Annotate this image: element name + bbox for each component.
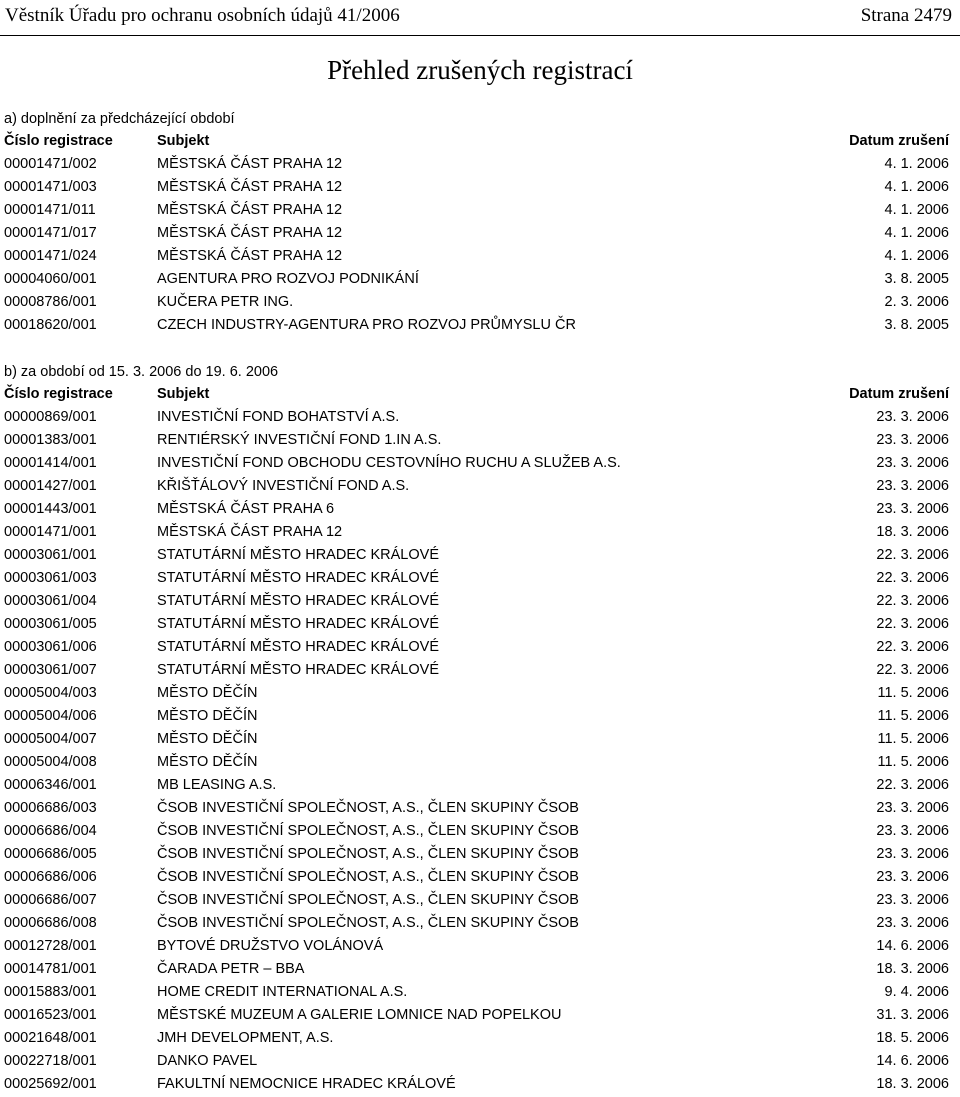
registration-number: 00016523/001 [4,1007,97,1023]
cancellation-date: 11. 5. 2006 [877,685,949,701]
page-number: Strana 2479 [860,5,952,26]
registration-number: 00021648/001 [4,1030,97,1046]
subject-name: STATUTÁRNÍ MĚSTO HRADEC KRÁLOVÉ [157,547,439,563]
subject-name: MĚSTSKÁ ČÁST PRAHA 12 [157,202,343,218]
subject-name: MĚSTSKÉ MUZEUM A GALERIE LOMNICE NAD POPELKOU [157,1007,562,1023]
cancellation-date: 23. 3. 2006 [876,455,949,471]
table-row [0,521,960,544]
cancellation-date: 22. 3. 2006 [876,570,949,586]
cancellation-date: 23. 3. 2006 [876,892,949,908]
subject-name: STATUTÁRNÍ MĚSTO HRADEC KRÁLOVÉ [157,662,439,678]
subject-name: MĚSTSKÁ ČÁST PRAHA 12 [157,156,343,172]
cancellation-date: 22. 3. 2006 [876,639,949,655]
cancellation-date: 11. 5. 2006 [877,754,949,770]
registration-number: 00001471/003 [4,179,97,195]
cancellation-date: 4. 1. 2006 [884,248,949,264]
registration-number: 00001443/001 [4,501,97,517]
subject-name: ČSOB INVESTIČNÍ SPOLEČNOST, A.S., ČLEN SKUPINY ČSOB [157,892,579,908]
section-heading: b) za období od 15. 3. 2006 do 19. 6. 2006 [4,364,279,380]
cancellation-date: 23. 3. 2006 [876,823,949,839]
subject-name: DANKO PAVEL [157,1053,258,1069]
registration-number: 00006686/008 [4,915,97,931]
subject-name: STATUTÁRNÍ MĚSTO HRADEC KRÁLOVÉ [157,616,439,632]
registration-number: 00006346/001 [4,777,97,793]
table-row [0,889,960,912]
table-row [0,429,960,452]
registration-number: 00022718/001 [4,1053,97,1069]
column-header-number: Číslo registrace [4,386,113,402]
cancellation-date: 11. 5. 2006 [877,731,949,747]
cancellation-date: 18. 3. 2006 [876,524,949,540]
subject-name: MĚSTSKÁ ČÁST PRAHA 12 [157,524,343,540]
table-row [0,751,960,774]
cancellation-date: 4. 1. 2006 [884,156,949,172]
subject-name: KUČERA PETR ING. [157,294,294,310]
registration-number: 00005004/008 [4,754,97,770]
cancellation-date: 22. 3. 2006 [876,616,949,632]
table-row [0,590,960,613]
table-row [0,176,960,199]
subject-name: BYTOVÉ DRUŽSTVO VOLÁNOVÁ [157,938,384,954]
table-row [0,912,960,935]
subject-name: MĚSTSKÁ ČÁST PRAHA 6 [157,501,335,517]
page-title: Přehled zrušených registrací [327,55,633,85]
table-row [0,797,960,820]
cancellation-date: 22. 3. 2006 [876,547,949,563]
subject-name: MB LEASING A.S. [157,777,277,793]
registration-number: 00015883/001 [4,984,97,1000]
table-row [0,268,960,291]
table-row [0,1073,960,1096]
cancellation-date: 4. 1. 2006 [884,202,949,218]
cancellation-date: 22. 3. 2006 [876,662,949,678]
registration-number: 00001471/024 [4,248,97,264]
registration-number: 00001383/001 [4,432,97,448]
subject-name: MĚSTO DĚČÍN [157,685,258,701]
registration-number: 00003061/001 [4,547,97,563]
cancellation-date: 14. 6. 2006 [876,938,949,954]
cancellation-date: 22. 3. 2006 [876,593,949,609]
subject-name: MĚSTSKÁ ČÁST PRAHA 12 [157,248,343,264]
table-body [0,406,960,1096]
table-row [0,1050,960,1073]
registration-number: 00003061/006 [4,639,97,655]
registration-number: 00006686/006 [4,869,97,885]
cancellation-date: 18. 5. 2006 [876,1030,949,1046]
subject-name: STATUTÁRNÍ MĚSTO HRADEC KRÁLOVÉ [157,593,439,609]
subject-name: MĚSTSKÁ ČÁST PRAHA 12 [157,179,343,195]
subject-name: STATUTÁRNÍ MĚSTO HRADEC KRÁLOVÉ [157,639,439,655]
registration-number: 00001471/017 [4,225,97,241]
registration-number: 00012728/001 [4,938,97,954]
registration-number: 00003061/005 [4,616,97,632]
cancellation-date: 31. 3. 2006 [876,1007,949,1023]
table-row [0,613,960,636]
cancellation-date: 3. 8. 2005 [884,317,949,333]
table-row [0,728,960,751]
table-row [0,153,960,176]
registration-number: 00005004/003 [4,685,97,701]
registration-number: 00003061/003 [4,570,97,586]
subject-name: INVESTIČNÍ FOND BOHATSTVÍ A.S. [157,409,400,425]
subject-name: INVESTIČNÍ FOND OBCHODU CESTOVNÍHO RUCHU A SLUŽEB A.S. [157,455,621,471]
registration-number: 00005004/006 [4,708,97,724]
registration-number: 00000869/001 [4,409,97,425]
table-row [0,636,960,659]
registration-number: 00001414/001 [4,455,97,471]
cancellation-date: 23. 3. 2006 [876,409,949,425]
column-header-subject: Subjekt [157,133,210,149]
subject-name: HOME CREDIT INTERNATIONAL A.S. [157,984,408,1000]
table-row [0,958,960,981]
header-rule [0,35,960,36]
section-heading: a) doplnění za předcházející období [4,111,235,127]
table-row [0,1027,960,1050]
cancellation-date: 4. 1. 2006 [884,225,949,241]
cancellation-date: 3. 8. 2005 [884,271,949,287]
page-header [0,0,960,36]
table-row [0,866,960,889]
registration-number: 00008786/001 [4,294,97,310]
registration-number: 00006686/003 [4,800,97,816]
subject-name: MĚSTSKÁ ČÁST PRAHA 12 [157,225,343,241]
table-row [0,245,960,268]
table-row [0,314,960,337]
table-row [0,291,960,314]
registration-number: 00001427/001 [4,478,97,494]
subject-name: ČSOB INVESTIČNÍ SPOLEČNOST, A.S., ČLEN SKUPINY ČSOB [157,823,579,839]
cancellation-date: 23. 3. 2006 [876,869,949,885]
registration-number: 00014781/001 [4,961,97,977]
registration-number: 00001471/001 [4,524,97,540]
column-header-date: Datum zrušení [849,386,949,402]
cancellation-date: 11. 5. 2006 [877,708,949,724]
subject-name: ČSOB INVESTIČNÍ SPOLEČNOST, A.S., ČLEN SKUPINY ČSOB [157,869,579,885]
table-row [0,682,960,705]
cancellation-date: 9. 4. 2006 [884,984,949,1000]
registration-number: 00001471/011 [4,202,96,218]
registration-number: 00003061/004 [4,593,97,609]
registration-number: 00006686/007 [4,892,97,908]
registration-number: 00005004/007 [4,731,97,747]
cancellation-date: 14. 6. 2006 [876,1053,949,1069]
table-row [0,567,960,590]
subject-name: ČARADA PETR – BBA [157,961,305,977]
table-row [0,820,960,843]
registration-number: 00004060/001 [4,271,97,287]
table-row [0,1004,960,1027]
subject-name: CZECH INDUSTRY-AGENTURA PRO ROZVOJ PRŮMYSLU ČR [157,317,576,333]
registration-number: 00025692/001 [4,1076,97,1092]
cancellation-date: 23. 3. 2006 [876,800,949,816]
cancellation-date: 22. 3. 2006 [876,777,949,793]
registration-number: 00006686/005 [4,846,97,862]
cancellation-date: 2. 3. 2006 [884,294,949,310]
cancellation-date: 18. 3. 2006 [876,1076,949,1092]
table-row [0,199,960,222]
table-row [0,774,960,797]
section-b [0,361,960,1096]
table-row [0,705,960,728]
cancellation-date: 23. 3. 2006 [876,478,949,494]
subject-name: ČSOB INVESTIČNÍ SPOLEČNOST, A.S., ČLEN SKUPINY ČSOB [157,846,579,862]
cancellation-date: 18. 3. 2006 [876,961,949,977]
table-row [0,843,960,866]
column-header-subject: Subjekt [157,386,210,402]
table-row [0,475,960,498]
subject-name: MĚSTO DĚČÍN [157,731,258,747]
column-header-row [0,130,960,153]
table-row [0,498,960,521]
column-header-row [0,383,960,406]
registration-number: 00003061/007 [4,662,97,678]
registration-number: 00018620/001 [4,317,97,333]
cancellation-date: 23. 3. 2006 [876,846,949,862]
subject-name: ČSOB INVESTIČNÍ SPOLEČNOST, A.S., ČLEN SKUPINY ČSOB [157,800,579,816]
cancellation-date: 23. 3. 2006 [876,432,949,448]
column-header-date: Datum zrušení [849,133,949,149]
registration-number: 00001471/002 [4,156,97,172]
table-row [0,659,960,682]
subject-name: JMH DEVELOPMENT, A.S. [157,1030,334,1046]
table-row [0,935,960,958]
table-row [0,406,960,429]
table-row [0,222,960,245]
journal-title: Věstník Úřadu pro ochranu osobních údajů 41/2006 [5,5,400,26]
subject-name: AGENTURA PRO ROZVOJ PODNIKÁNÍ [157,271,419,287]
cancellation-date: 4. 1. 2006 [884,179,949,195]
subject-name: STATUTÁRNÍ MĚSTO HRADEC KRÁLOVÉ [157,570,439,586]
column-header-number: Číslo registrace [4,133,113,149]
cancellation-date: 23. 3. 2006 [876,501,949,517]
registration-number: 00006686/004 [4,823,97,839]
table-row [0,452,960,475]
subject-name: MĚSTO DĚČÍN [157,754,258,770]
table-row [0,544,960,567]
section-a [0,108,960,337]
subject-name: KŘIŠŤÁLOVÝ INVESTIČNÍ FOND A.S. [157,478,410,494]
table-row [0,981,960,1004]
subject-name: ČSOB INVESTIČNÍ SPOLEČNOST, A.S., ČLEN SKUPINY ČSOB [157,915,579,931]
subject-name: MĚSTO DĚČÍN [157,708,258,724]
subject-name: RENTIÉRSKÝ INVESTIČNÍ FOND 1.IN A.S. [157,432,442,448]
cancellation-date: 23. 3. 2006 [876,915,949,931]
subject-name: FAKULTNÍ NEMOCNICE HRADEC KRÁLOVÉ [157,1076,456,1092]
table-body [0,153,960,337]
